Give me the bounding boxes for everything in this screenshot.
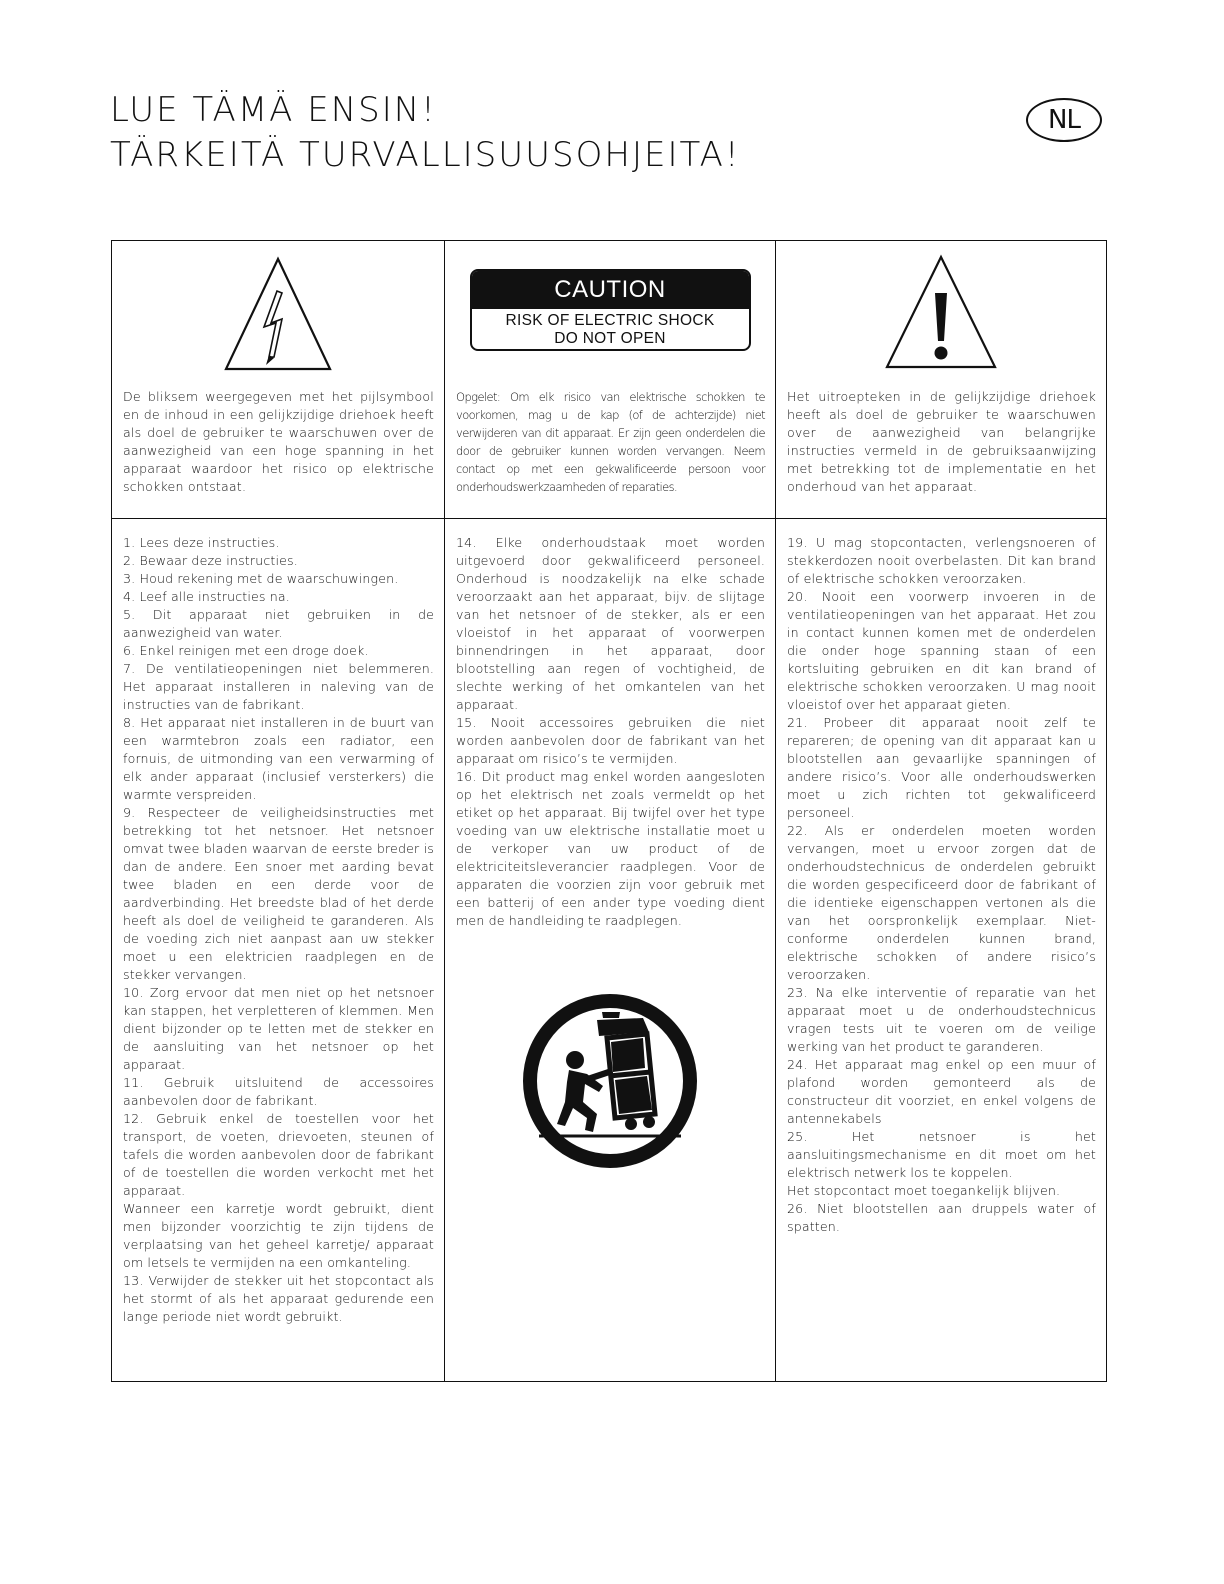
list-item: 20. Nooit een voorwerp invoeren in de ventilatieopeningen van het apparaat. Het zou in contact kunnen komen met de onderdelen die onder hoge spanning staan of een kortsluiting gebruiken en dit kan brand of elektrische schokken veroorzaken. U mag nooit vloeistof over het apparaat gieten.	[787, 589, 1096, 712]
list-item: 22. Als er onderdelen moeten worden vervangen, moet u ervoor zorgen dat de onderhoudstechnicus de onderdelen gebruikt die worden gespecificeerd door de fabrikant of die identieke eigenschappen vertonen als die van het oorspronkelijk exemplaar. Niet-conforme onderdelen kunnen brand, elektrische schokken of andere risico’s veroorzaken.	[787, 823, 1096, 982]
caution-notice: Opgelet: Om elk risico van elektrische schokken te voorkomen, mag u de kap (of de achterzijde) niet verwijderen van dit apparaat. Er zijn geen onderdelen die door de gebruiker kunnen worden vervangen. Neem contact op met een gekwalificeerde persoon voor onderhoudswerkzaamheden of reparaties.	[456, 390, 765, 494]
caution-line-1: RISK OF ELECTRIC SHOCK	[505, 312, 715, 329]
list-item: 23. Na elke interventie of reparatie van het apparaat moet u de onderhoudstechnicus vragen tests uit te voeren om de veilige werking van het product te garanderen.	[787, 985, 1096, 1054]
list-item: 25. Het netsnoer is het aansluitingsmechanisme en dit moet om het elektrisch netwerk los te koppelen.	[787, 1129, 1096, 1180]
language-badge: NL	[1026, 98, 1102, 142]
instruction-list-2	[445, 519, 775, 930]
caution-cell	[445, 241, 776, 519]
list-item: 16. Dit product mag enkel worden aangesloten op het elektrisch net zoals vermeldt op het etiket op het apparaat. Bij twijfel over het type voeding van uw elektrische installatie moet u de verkoper van uw product of de elektriciteitsleverancier raadplegen. Voor de apparaten die voorzien zijn voor gebruik met een batterij of een ander type voeding dient men de handleiding te raadplegen.	[456, 769, 765, 928]
list-item: 15. Nooit accessoires gebruiken die niet worden aanbevolen door de fabrikant van het apparaat om risico’s te vermijden.	[456, 715, 765, 766]
list-item: 5. Dit apparaat niet gebruiken in de aanwezigheid van water.	[123, 607, 434, 640]
list-item: 7. De ventilatieopeningen niet belemmeren. Het apparaat installeren in naleving van de instructies van de fabrikant.	[123, 661, 434, 712]
title-line-1: LUE TÄMÄ ENSIN!	[110, 90, 437, 130]
instruction-list-3	[776, 519, 1106, 1236]
lightning-cell	[112, 241, 445, 519]
list-item: 3. Houd rekening met de waarschuwingen.	[123, 571, 399, 586]
exclamation-cell	[776, 241, 1107, 519]
list-item: 9. Respecteer de veiligheidsinstructies met betrekking tot het netsnoer. Het netsnoer omvat twee bladen waarvan de eerste breder is dan de andere. Een snoer met aarding bevat twee bladen en een derde voor de aardverbinding. Het breedste blad of het derde heeft als doel de veiligheid te garanderen. Als de voeding zich niet aanpast aan uw stekker moet u een elektricien raadplegen en de stekker vervangen.	[123, 805, 434, 982]
list-item: 1. Lees deze instructies.	[123, 535, 280, 550]
list-item: 12. Gebruik enkel de toestellen voor het transport, de voeten, drievoeten, steunen of tafels die worden aanbevolen door de fabrikant of de toestellen die worden verkocht met het apparaat.	[123, 1111, 434, 1198]
instructions-row	[112, 519, 1107, 1382]
page-title	[110, 88, 741, 178]
exclamation-warning-icon	[883, 253, 999, 371]
list-item: 11. Gebruik uitsluitend de accessoires aanbevolen door de fabrikant.	[123, 1075, 434, 1108]
safety-table	[111, 240, 1107, 1382]
list-item: 19. U mag stopcontacten, verlengsnoeren of stekkerdozen nooit overbelasten. Dit kan brand of elektrische schokken veroorzaken.	[787, 535, 1096, 586]
list-item: 6. Enkel reinigen met een droge doek.	[123, 643, 369, 658]
title-line-2: TÄRKEITÄ TURVALLISUUSOHJEITA!	[110, 135, 741, 175]
list-item: 4. Leef alle instructies na.	[123, 589, 290, 604]
instructions-col-1	[112, 519, 445, 1382]
instructions-col-2	[445, 519, 776, 1382]
electric-shock-warning-icon	[222, 255, 334, 373]
cart-tip-over-warning-icon	[519, 990, 701, 1172]
list-item: Het stopcontact moet toegankelijk blijven.	[787, 1183, 1061, 1198]
caution-label	[470, 269, 751, 351]
exclamation-notice: Het uitroepteken in de gelijkzijdige driehoek heeft als doel de gebruiker te waarschuwen over de aanwezigheid van belangrijke instructies vermeld in de gebruiksaanwijzing met betrekking tot de implementatie en het onderhoud van het apparaat.	[787, 389, 1096, 494]
list-item: 10. Zorg ervoor dat men niet op het netsnoer kan stappen, het verpletteren of klemmen. Men dient bijzonder op te letten met de stekker en de aansluiting van het netsnoer op het apparaat.	[123, 985, 434, 1072]
list-item: 21. Probeer dit apparaat nooit zelf te repareren; de opening van dit apparaat kan u blootstellen aan gevaarlijke spanningen of andere risico’s. Voor alle onderhoudswerken moet u zich richten tot gekwalificeerd personeel.	[787, 715, 1096, 820]
list-item: 13. Verwijder de stekker uit het stopcontact als het stormt of als het apparaat gedurende een lange periode niet wordt gebruikt.	[123, 1273, 434, 1324]
lightning-notice: De bliksem weergegeven met het pijlsymbool en de inhoud in een gelijkzijdige driehoek heeft als doel de gebruiker te waarschuwen over de aanwezigheid van een hoge spanning in het apparaat waardoor het risico op elektrische schokken ontstaat.	[123, 389, 434, 494]
instructions-col-3	[776, 519, 1107, 1382]
symbols-row	[112, 241, 1107, 519]
list-item: 24. Het apparaat mag enkel op een muur of plafond worden gemonteerd als de constructeur dit voorziet, en enkel volgens de antennekabels	[787, 1057, 1096, 1126]
list-item: 14. Elke onderhoudstaak moet worden uitgevoerd door gekwalificeerd personeel. Onderhoud is noodzakelijk na elke schade veroorzaakt aan het apparaat, bijv. de slijtage van het netsnoer of de stekker, als er een vloeistof in het apparaat of voorwerpen binnendringen in het apparaat, door blootstelling aan regen of vochtigheid, de slechte werking of het omkantelen van het apparaat.	[456, 535, 765, 712]
list-item: 8. Het apparaat niet installeren in de buurt van een warmtebron zoals een radiator, een fornuis, de uitmonding van een verwarming of elk ander apparaat (inclusief versterkers) die warmte verspreiden.	[123, 715, 434, 802]
list-item: 2. Bewaar deze instructies.	[123, 553, 298, 568]
list-item: 26. Niet blootstellen aan druppels water of spatten.	[787, 1201, 1096, 1234]
caution-heading: CAUTION	[472, 271, 749, 309]
list-item: Wanneer een karretje wordt gebruikt, dient men bijzonder voorzichtig te zijn tijdens de verplaatsing van het geheel karretje/ apparaat om letsels te vermijden na een omkanteling.	[123, 1201, 434, 1270]
instruction-list-1	[112, 519, 444, 1326]
caution-line-2: DO NOT OPEN	[554, 330, 666, 347]
